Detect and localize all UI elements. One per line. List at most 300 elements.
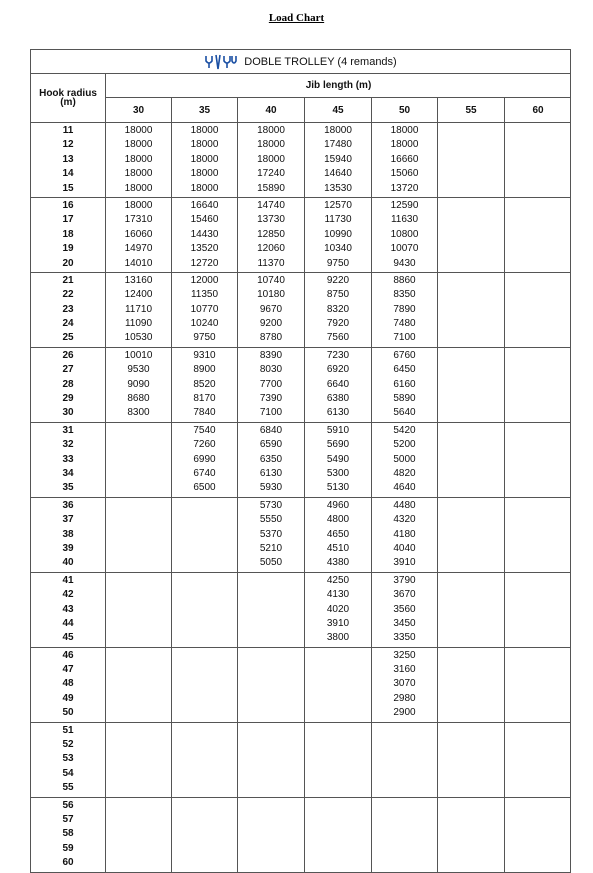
hook-radius-column — [31, 723, 106, 797]
load-value-cell: 18000 — [324, 125, 352, 136]
load-value-cell: 9750 — [326, 257, 350, 269]
load-value-cell: 18000 — [124, 139, 153, 151]
hook-radius-cell: 20 — [62, 257, 74, 269]
hook-radius-cell: 21 — [62, 274, 74, 286]
hook-radius-column — [31, 198, 106, 272]
load-value-cell: 4960 — [326, 499, 350, 511]
load-value-cell: 3160 — [393, 664, 416, 676]
load-value-cell: 5930 — [259, 482, 283, 494]
load-value-cell: 15940 — [324, 153, 352, 165]
load-value-cell: 2900 — [393, 707, 416, 719]
load-value-cell: 4650 — [326, 528, 350, 540]
load-value-cell: 3790 — [393, 574, 416, 586]
hook-radius-cell: 55 — [62, 782, 74, 794]
load-value-cell: 8030 — [259, 364, 283, 376]
load-column-40 — [238, 798, 305, 872]
hook-radius-cell: 52 — [62, 739, 74, 751]
load-value-cell: 12060 — [257, 243, 285, 255]
hook-radius-cell: 35 — [62, 482, 74, 494]
load-value-cell: 4180 — [393, 528, 416, 540]
radius-group — [31, 573, 570, 648]
load-chart-table — [30, 49, 571, 873]
load-value-cell: 4380 — [326, 557, 350, 569]
radius-group — [31, 423, 570, 498]
load-column-60 — [505, 798, 571, 872]
load-value-cell: 11710 — [124, 303, 153, 315]
hook-radius-cell: 18 — [62, 228, 74, 240]
load-value-cell: 3800 — [326, 632, 350, 644]
load-value-cell: 18000 — [190, 125, 219, 136]
load-value-cell: 11630 — [390, 214, 419, 226]
load-value-cell: 7700 — [259, 378, 283, 390]
load-value-cell: 9670 — [259, 303, 283, 315]
load-column-50 — [372, 273, 438, 347]
load-value-cell: 7100 — [393, 332, 416, 344]
load-value-cell: 10530 — [124, 332, 153, 344]
load-column-55 — [438, 273, 505, 347]
load-column-30 — [106, 273, 172, 347]
load-column-50 — [372, 798, 438, 872]
load-value-cell: 8520 — [193, 378, 216, 390]
load-value-cell: 14740 — [257, 199, 285, 211]
load-column-50 — [372, 648, 438, 722]
load-value-cell: 4130 — [326, 589, 350, 601]
load-value-cell: 18000 — [190, 168, 219, 180]
load-column-50 — [372, 198, 438, 272]
load-value-cell: 3670 — [393, 589, 416, 601]
load-column-50 — [372, 423, 438, 497]
load-value-cell: 15460 — [190, 214, 219, 226]
load-column-45 — [305, 273, 372, 347]
load-column-45 — [305, 798, 372, 872]
hook-radius-column — [31, 273, 106, 347]
load-column-35 — [172, 123, 238, 197]
load-value-cell: 10990 — [324, 228, 352, 240]
load-value-cell: 6760 — [393, 349, 416, 361]
load-column-40 — [238, 648, 305, 722]
load-value-cell: 3250 — [393, 649, 416, 661]
load-value-cell: 8390 — [259, 349, 283, 361]
load-value-cell: 9090 — [127, 378, 150, 390]
load-value-cell: 18000 — [257, 153, 285, 165]
load-value-cell: 10340 — [324, 243, 352, 255]
load-value-cell: 8780 — [259, 332, 283, 344]
hook-radius-column — [31, 348, 106, 422]
load-value-cell: 12850 — [257, 228, 285, 240]
load-value-cell: 10010 — [124, 349, 153, 361]
hook-radius-column — [31, 498, 106, 572]
load-value-cell: 14430 — [190, 228, 219, 240]
load-column-35 — [172, 723, 238, 797]
hook-radius-cell: 14 — [62, 168, 74, 180]
load-value-cell: 10240 — [190, 318, 219, 330]
load-value-cell: 12400 — [124, 289, 153, 301]
load-value-cell: 14010 — [124, 257, 153, 269]
hook-radius-cell: 59 — [62, 842, 74, 854]
load-value-cell: 15060 — [390, 168, 419, 180]
hook-radius-cell: 17 — [62, 214, 74, 226]
load-value-cell: 4800 — [326, 514, 350, 526]
load-value-cell: 18000 — [124, 168, 153, 180]
hook-radius-cell: 42 — [62, 589, 74, 601]
hook-radius-header: Hook radius (m) — [31, 74, 106, 122]
load-value-cell: 5490 — [326, 453, 350, 465]
hook-radius-cell: 38 — [62, 528, 74, 540]
radius-group — [31, 348, 570, 423]
hook-radius-column — [31, 123, 106, 197]
hook-radius-cell: 15 — [62, 182, 74, 194]
load-value-cell: 5730 — [259, 499, 283, 511]
load-value-cell: 3450 — [393, 617, 416, 629]
trolley-label: DOBLE TROLLEY (4 remands) — [244, 55, 397, 68]
load-value-cell: 5890 — [393, 393, 416, 405]
hook-radius-cell: 56 — [62, 799, 74, 811]
hook-radius-cell: 49 — [62, 692, 74, 704]
load-column-55 — [438, 648, 505, 722]
load-value-cell: 18000 — [124, 125, 153, 136]
load-value-cell: 3070 — [393, 678, 416, 690]
hook-radius-cell: 22 — [62, 289, 74, 301]
load-value-cell: 5690 — [326, 439, 350, 451]
hook-radius-cell: 19 — [62, 243, 74, 255]
hook-radius-cell: 31 — [62, 424, 74, 436]
hook-radius-cell: 53 — [62, 753, 74, 765]
load-column-40 — [238, 123, 305, 197]
load-column-55 — [438, 498, 505, 572]
load-column-45 — [305, 423, 372, 497]
load-value-cell: 6590 — [259, 439, 283, 451]
jib-col-35: 35 — [172, 98, 238, 122]
load-column-55 — [438, 798, 505, 872]
load-column-30 — [106, 723, 172, 797]
load-column-55 — [438, 123, 505, 197]
load-value-cell: 11350 — [190, 289, 219, 301]
load-value-cell: 9200 — [259, 318, 283, 330]
load-value-cell: 9220 — [326, 274, 350, 286]
hook-radius-cell: 40 — [62, 557, 74, 569]
load-value-cell: 7230 — [326, 349, 350, 361]
load-value-cell: 6740 — [193, 467, 216, 479]
load-column-35 — [172, 348, 238, 422]
hook-radius-cell: 12 — [62, 139, 74, 151]
load-value-cell: 7390 — [259, 393, 283, 405]
jib-col-50: 50 — [372, 98, 438, 122]
hook-radius-cell: 28 — [62, 378, 74, 390]
load-value-cell: 7840 — [193, 407, 216, 419]
load-value-cell: 4320 — [393, 514, 416, 526]
hook-radius-column — [31, 423, 106, 497]
load-value-cell: 4480 — [393, 499, 416, 511]
hook-radius-column — [31, 648, 106, 722]
jib-col-55: 55 — [438, 98, 505, 122]
load-value-cell: 9750 — [193, 332, 216, 344]
hook-radius-cell: 36 — [62, 499, 74, 511]
load-value-cell: 18000 — [390, 125, 419, 136]
load-value-cell: 12570 — [324, 199, 352, 211]
load-column-40 — [238, 423, 305, 497]
load-value-cell: 17480 — [324, 139, 352, 151]
load-value-cell: 16640 — [190, 199, 219, 211]
double-trolley-icon — [204, 54, 238, 70]
hook-radius-cell: 47 — [62, 664, 74, 676]
load-value-cell: 3910 — [326, 617, 350, 629]
hook-radius-cell: 39 — [62, 542, 74, 554]
load-value-cell: 6130 — [326, 407, 350, 419]
load-value-cell: 11730 — [324, 214, 352, 226]
load-value-cell: 8300 — [127, 407, 150, 419]
hook-radius-cell: 51 — [62, 724, 74, 736]
load-value-cell: 6380 — [326, 393, 350, 405]
load-value-cell: 3910 — [393, 557, 416, 569]
load-value-cell: 18000 — [257, 125, 285, 136]
hook-radius-cell: 50 — [62, 707, 74, 719]
load-value-cell: 6990 — [193, 453, 216, 465]
trolley-band — [31, 50, 570, 74]
load-value-cell: 13520 — [190, 243, 219, 255]
load-value-cell: 6450 — [393, 364, 416, 376]
load-value-cell: 13730 — [257, 214, 285, 226]
hook-radius-cell: 29 — [62, 393, 74, 405]
load-value-cell: 6920 — [326, 364, 350, 376]
load-value-cell: 6160 — [393, 378, 416, 390]
hook-radius-cell: 54 — [62, 767, 74, 779]
load-value-cell: 16660 — [390, 153, 419, 165]
load-column-30 — [106, 348, 172, 422]
load-value-cell: 5370 — [259, 528, 283, 540]
load-value-cell: 12000 — [190, 274, 219, 286]
hook-radius-cell: 34 — [62, 467, 74, 479]
load-column-30 — [106, 123, 172, 197]
load-column-35 — [172, 423, 238, 497]
load-column-45 — [305, 348, 372, 422]
hook-radius-cell: 58 — [62, 828, 74, 840]
load-value-cell: 4640 — [393, 482, 416, 494]
load-column-60 — [505, 198, 571, 272]
load-value-cell: 18000 — [190, 139, 219, 151]
load-column-35 — [172, 648, 238, 722]
hook-radius-cell: 30 — [62, 407, 74, 419]
load-column-35 — [172, 198, 238, 272]
load-column-35 — [172, 798, 238, 872]
load-column-35 — [172, 573, 238, 647]
load-value-cell: 4250 — [326, 574, 350, 586]
load-column-40 — [238, 198, 305, 272]
hook-radius-column — [31, 573, 106, 647]
load-value-cell: 11370 — [257, 257, 285, 269]
load-column-55 — [438, 348, 505, 422]
load-column-45 — [305, 648, 372, 722]
load-value-cell: 8750 — [326, 289, 350, 301]
load-column-30 — [106, 498, 172, 572]
radius-group — [31, 273, 570, 348]
jib-col-40: 40 — [238, 98, 305, 122]
load-column-50 — [372, 348, 438, 422]
load-column-60 — [505, 348, 571, 422]
jib-col-60: 60 — [532, 104, 544, 116]
load-column-45 — [305, 198, 372, 272]
radius-group — [31, 198, 570, 273]
load-value-cell: 18000 — [190, 182, 219, 194]
load-value-cell: 7560 — [326, 332, 350, 344]
load-value-cell: 2980 — [393, 692, 416, 704]
hook-radius-cell: 26 — [62, 349, 74, 361]
load-column-50 — [372, 723, 438, 797]
hook-radius-cell: 24 — [62, 318, 74, 330]
load-value-cell: 4020 — [326, 603, 350, 615]
jib-col-45: 45 — [305, 98, 372, 122]
load-column-60 — [505, 648, 571, 722]
load-value-cell: 8350 — [393, 289, 416, 301]
load-value-cell: 7890 — [393, 303, 416, 315]
load-value-cell: 7540 — [193, 424, 216, 436]
hook-radius-cell: 44 — [62, 617, 74, 629]
load-value-cell: 12590 — [390, 199, 419, 211]
load-value-cell: 8680 — [127, 393, 150, 405]
load-value-cell: 9430 — [393, 257, 416, 269]
jib-col-30: 30 — [106, 98, 172, 122]
load-column-45 — [305, 123, 372, 197]
load-column-60 — [505, 123, 571, 197]
load-column-30 — [106, 798, 172, 872]
hook-radius-cell: 23 — [62, 303, 74, 315]
load-value-cell: 10770 — [190, 303, 219, 315]
load-value-cell: 16060 — [124, 228, 153, 240]
load-value-cell: 4040 — [393, 542, 416, 554]
load-value-cell: 7100 — [259, 407, 283, 419]
load-value-cell: 6350 — [259, 453, 283, 465]
radius-group — [31, 648, 570, 723]
load-column-50 — [372, 498, 438, 572]
load-value-cell: 5210 — [259, 542, 283, 554]
load-column-60 — [505, 723, 571, 797]
load-column-50 — [372, 573, 438, 647]
load-value-cell: 5550 — [259, 514, 283, 526]
load-value-cell: 3350 — [393, 632, 416, 644]
load-column-60 — [505, 498, 571, 572]
load-value-cell: 18000 — [124, 182, 153, 194]
load-column-55 — [438, 423, 505, 497]
load-column-55 — [438, 198, 505, 272]
load-value-cell: 6500 — [193, 482, 216, 494]
load-value-cell: 10740 — [257, 274, 285, 286]
load-column-35 — [172, 273, 238, 347]
load-value-cell: 8900 — [193, 364, 216, 376]
table-body — [31, 123, 570, 872]
load-value-cell: 5300 — [326, 467, 350, 479]
load-value-cell: 8860 — [393, 274, 416, 286]
load-column-45 — [305, 723, 372, 797]
load-value-cell: 3560 — [393, 603, 416, 615]
load-column-60 — [505, 423, 571, 497]
load-value-cell: 12720 — [190, 257, 219, 269]
radius-group — [31, 498, 570, 573]
load-value-cell: 5640 — [393, 407, 416, 419]
load-value-cell: 5050 — [259, 557, 283, 569]
load-value-cell: 11090 — [124, 318, 153, 330]
hook-radius-cell: 48 — [62, 678, 74, 690]
load-value-cell: 5200 — [393, 439, 416, 451]
load-value-cell: 18000 — [257, 139, 285, 151]
load-value-cell: 18000 — [190, 153, 219, 165]
load-value-cell: 14640 — [324, 168, 352, 180]
load-value-cell: 8320 — [326, 303, 350, 315]
hook-radius-cell: 25 — [62, 332, 74, 344]
load-column-60 — [505, 273, 571, 347]
load-value-cell: 14970 — [124, 243, 153, 255]
radius-group — [31, 798, 570, 872]
hook-radius-cell: 16 — [62, 199, 74, 211]
load-value-cell: 9310 — [193, 349, 216, 361]
load-column-30 — [106, 198, 172, 272]
hook-radius-cell: 46 — [62, 649, 74, 661]
load-value-cell: 5420 — [393, 424, 416, 436]
load-column-30 — [106, 573, 172, 647]
load-value-cell: 13160 — [124, 274, 153, 286]
load-value-cell: 7920 — [326, 318, 350, 330]
page-title: Load Chart — [268, 12, 325, 24]
load-value-cell: 15890 — [257, 182, 285, 194]
hook-radius-cell: 41 — [62, 574, 74, 586]
load-value-cell: 7260 — [193, 439, 216, 451]
load-value-cell: 8170 — [193, 393, 216, 405]
load-value-cell: 5130 — [326, 482, 350, 494]
load-column-40 — [238, 573, 305, 647]
jib-length-header: Jib length (m) — [106, 74, 571, 98]
load-value-cell: 5910 — [326, 424, 350, 436]
table-header — [31, 74, 570, 123]
load-value-cell: 7480 — [393, 318, 416, 330]
radius-group — [31, 723, 570, 798]
hook-radius-cell: 33 — [62, 453, 74, 465]
load-value-cell: 4510 — [326, 542, 350, 554]
load-column-40 — [238, 348, 305, 422]
hook-radius-cell: 43 — [62, 603, 74, 615]
load-column-50 — [372, 123, 438, 197]
load-value-cell: 6640 — [326, 378, 350, 390]
radius-group — [31, 123, 570, 198]
hook-radius-cell: 32 — [62, 439, 74, 451]
load-column-40 — [238, 273, 305, 347]
load-value-cell: 18000 — [124, 153, 153, 165]
load-value-cell: 17240 — [257, 168, 285, 180]
load-value-cell: 13720 — [390, 182, 419, 194]
load-column-40 — [238, 498, 305, 572]
load-value-cell: 10800 — [390, 228, 419, 240]
load-value-cell: 18000 — [390, 139, 419, 151]
load-value-cell: 18000 — [124, 199, 153, 211]
hook-radius-cell: 57 — [62, 813, 74, 825]
hook-radius-column — [31, 798, 106, 872]
load-column-30 — [106, 648, 172, 722]
load-value-cell: 4820 — [393, 467, 416, 479]
load-value-cell: 5000 — [393, 453, 416, 465]
load-value-cell: 10070 — [390, 243, 419, 255]
load-column-55 — [438, 723, 505, 797]
load-value-cell: 6840 — [259, 424, 283, 436]
load-value-cell: 17310 — [124, 214, 153, 226]
hook-radius-cell: 11 — [62, 125, 74, 136]
hook-radius-cell: 37 — [62, 514, 74, 526]
load-column-60 — [505, 573, 571, 647]
load-value-cell: 13530 — [324, 182, 352, 194]
load-column-45 — [305, 498, 372, 572]
load-column-40 — [238, 723, 305, 797]
load-column-30 — [106, 423, 172, 497]
load-column-55 — [438, 573, 505, 647]
load-value-cell: 10180 — [257, 289, 285, 301]
load-column-45 — [305, 573, 372, 647]
load-value-cell: 9530 — [127, 364, 150, 376]
